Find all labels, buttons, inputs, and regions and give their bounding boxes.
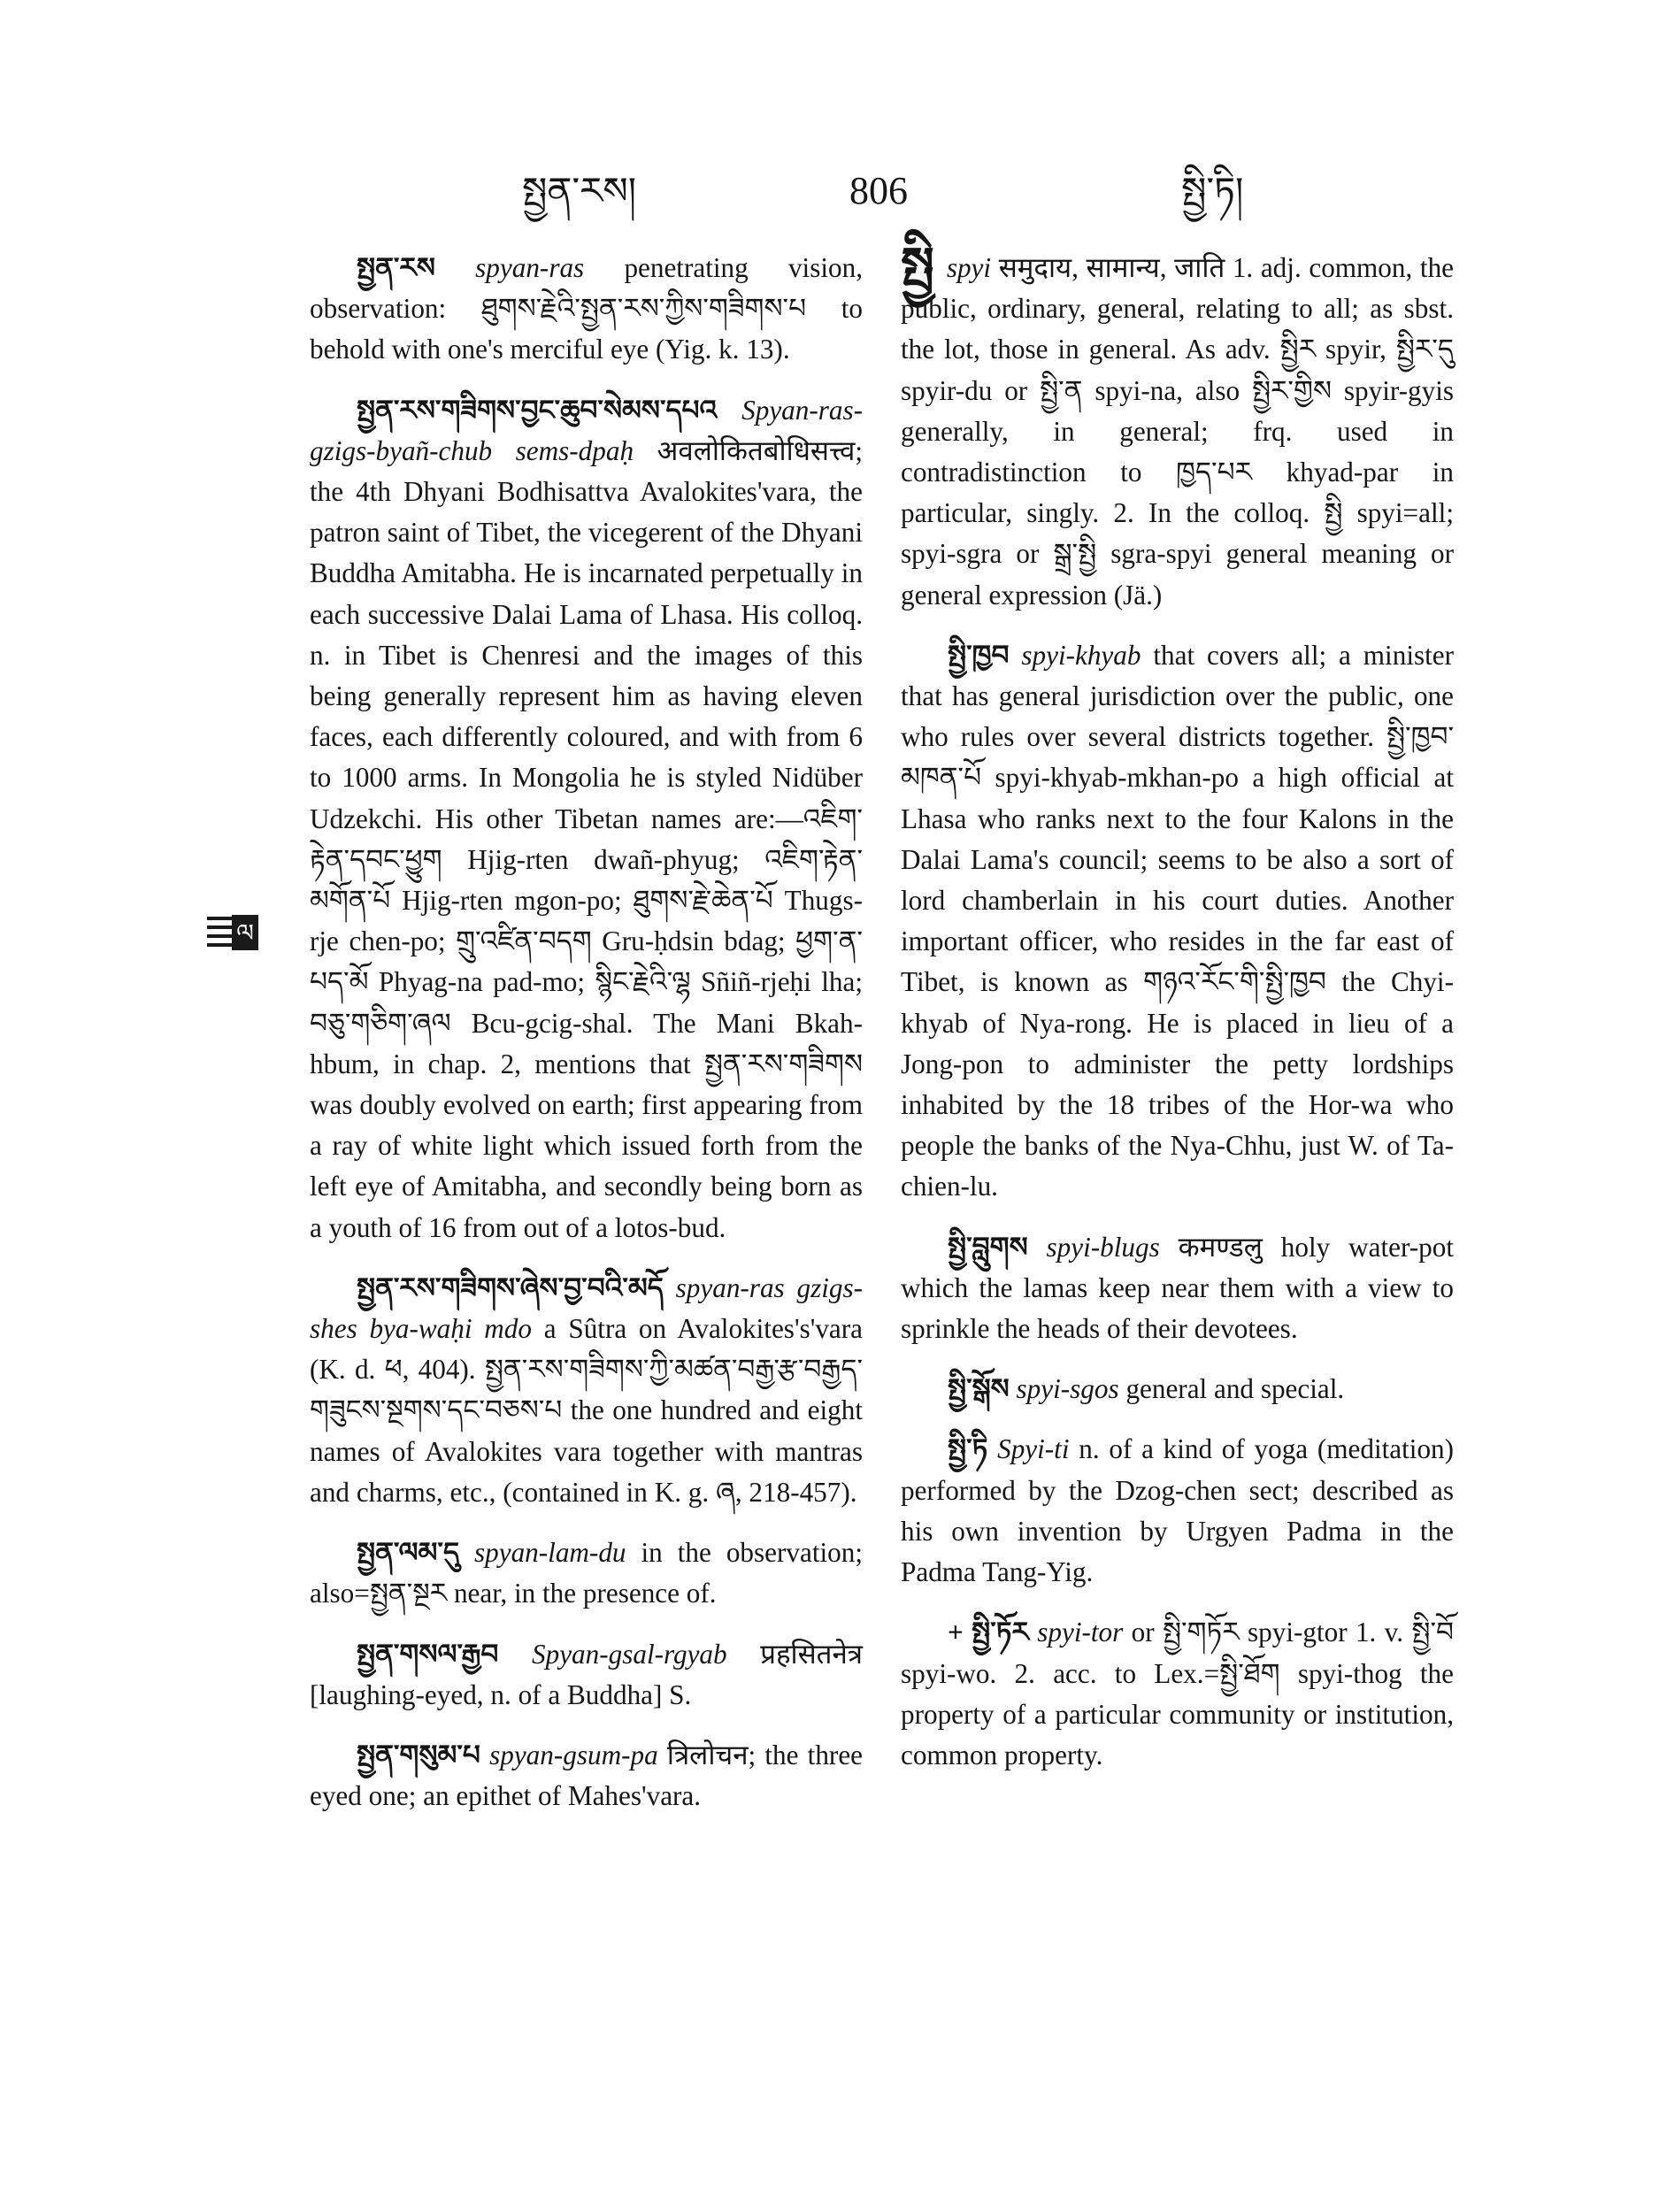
dictionary-entry	[901, 635, 1454, 1208]
dictionary-entry	[310, 248, 863, 371]
dictionary-entry	[901, 1429, 1454, 1593]
definition: in the observation; also=སྤྱན་སྔར near, in the presence of.	[310, 1537, 864, 1609]
headword: སྤྱི་བླུགས	[948, 1231, 1028, 1263]
definition: कमण्डलु holy water-pot which the lamas keep near them with a view to sprinkle the heads of their devotees.	[901, 1231, 1454, 1345]
transliteration: spyi-tor	[1037, 1617, 1124, 1648]
running-head-right: སྤྱི་ཏི།	[1181, 169, 1244, 212]
dictionary-entry	[901, 1369, 1454, 1409]
dictionary-entry	[310, 1268, 863, 1513]
right-column	[901, 239, 1455, 1795]
definition: that covers all; a minister that has general jurisdiction over the public, one who rules over several districts together. སྤྱི་ཁྱབ་མཁན་པོ spyi-khyab-mkhan-po a high official at Lhasa who ranks next to the four Kalons in the Dalai Lama's council; seems to be also a sort of lord chamberlain in his court duties. Another important officer, who resides in the far east of Tibet, is known as གཉའ་རོང་གི་སྤྱི་ཁྱབ the Chyi-khyab of Nya-rong. He is placed in lieu of a Jong-pon to administer the petty lordships inhabited by the 18 tribes of the Hor-wa who people the banks of the Nya-Chhu, just W. of Ta-chien-lu.	[901, 639, 1455, 1202]
headword: སྤྱན་གསལ་རྒྱབ	[357, 1638, 499, 1670]
definition: a Sûtra on Avalokites's'vara (K. d. ཕ, 404). སྤྱན་རས་གཟིགས་ཀྱི་མཚན་བརྒྱ་རྩ་བརྒྱད་གཟུངས་སྔགས་དང་བཅས་པ the one hundred and eight names of Avalokites vara together with mantras and charms, etc., (contained in K. g. ཞ, 218-457).	[310, 1313, 863, 1508]
transliteration: spyan-ras	[475, 252, 585, 283]
transliteration: spyan-lam-du	[474, 1537, 626, 1569]
left-column	[310, 248, 863, 1836]
headword: སྤྱན་ལམ་དུ	[357, 1537, 460, 1569]
dictionary-entry	[901, 1227, 1454, 1350]
dictionary-entry	[901, 1612, 1454, 1776]
transliteration: Spyan-ras-gzigs-byañ-chub sems-dpaḥ	[310, 394, 863, 466]
running-head-left: སྤྱན་རས།	[522, 169, 637, 212]
definition: प्रहसितनेत्र [laughing-eyed, n. of a Buddha] S.	[310, 1638, 863, 1710]
definition: अवलोकितबोधिसत्त्व; the 4th Dhyani Bodhisattva Avalokites'vara, the patron saint of Tibet, the vicegerent of the Dhyani Buddha Amitabha. He is incarnated perpetually in each successive Dalai Lama of Lhasa. His colloq. n. in Tibet is Chenresi and the images of this being generally represent him as having eleven faces, each differently coloured, and with from 6 to 1000 arms. In Mongolia he is styled Nidüber Udzekchi. His other Tibetan names are:—འཇིག་རྟེན་དབང་ཕྱུག Hjig-rten dwañ-phyug; འཇིག་རྟེན་མགོན་པོ Hjig-rten mgon-po; ཐུགས་རྗེ་ཆེན་པོ Thugs-rje chen-po; གྲུ་འཛིན་བདག Gru-ḥdsin bdag; ཕྱག་ན་པད་མོ Phyag-na pad-mo; སྙིང་རྗེའི་ལྷ Sñiñ-rjeḥi lha; བཅུ་གཅིག་ཞལ Bcu-gcig-shal. The Mani Bkah-hbum, in chap. 2, mentions that སྤྱན་རས་གཟིགས was doubly evolved on earth; first appearing from a ray of white light which issued forth from the left eye of Amitabha, and secondly being born as a youth of 16 from out of a lotos-bud.	[310, 434, 864, 1243]
dictionary-entry	[310, 390, 863, 1248]
definition: or སྤྱི་གཏོར spyi-gtor 1. v. སྤྱི་བོ spyi-wo. 2. acc. to Lex.=སྤྱི་ཐོག spyi-thog the property of a particular community or institution, common property.	[901, 1617, 1454, 1770]
transliteration: spyan-ras gzigs-shes bya-waḥi mdo	[310, 1271, 863, 1345]
dictionary-entry	[310, 1532, 863, 1614]
headword: སྤྱི་ཁྱབ	[948, 639, 1010, 671]
definition: समुदाय, सामान्य, जाति 1. adj. common, the public, ordinary, general, relating to all; as sbst. the lot, those in general. As adv. སྤྱིར spyir, སྤྱིར་དུ spyir-du or སྤྱི་ན spyi-na, also སྤྱིར་གྱིས spyir-gyis generally, in general; frq. used in contradistinction to ཁྱད་པར khyad-par in particular, singly. 2. In the colloq. སྤྱི spyi=all; spyi-sgra or སྒྲ་སྤྱི sgra-spyi general meaning or general expression (Jä.)	[901, 252, 1455, 611]
dictionary-entry	[901, 239, 1455, 616]
headword: སྤྱི་སྒོས	[948, 1373, 1010, 1405]
headword: སྤྱན་གསུམ་པ	[357, 1739, 480, 1770]
headword: སྤྱི་ཏི	[948, 1433, 988, 1465]
transliteration: spyi	[946, 252, 992, 283]
definition: त्रिलोचन; the three eyed one; an epithet of Mahes'vara.	[310, 1739, 863, 1812]
transliteration: Spyan-gsal-rgyab	[532, 1638, 727, 1670]
transliteration: Spyi-ti	[997, 1433, 1070, 1465]
page-number: 806	[849, 169, 908, 212]
headword: སྤྱན་རས་གཟིགས་ཞེས་བྱ་བའི་མདོ	[357, 1271, 664, 1303]
definition: general and special.	[1125, 1373, 1345, 1405]
headword: སྤྱི	[901, 239, 934, 294]
margin-letter: ལ	[236, 918, 254, 948]
dictionary-entry	[310, 1735, 863, 1816]
transliteration: spyan-gsum-pa	[489, 1739, 658, 1770]
transliteration: spyi-sgos	[1016, 1373, 1119, 1405]
definition: n. of a kind of yoga (meditation) performed by the Dzog-chen sect; described as his own invention by Urgyen Padma in the Padma Tang-Yig.	[901, 1433, 1455, 1588]
transliteration: spyi-khyab	[1021, 639, 1141, 671]
headword: སྤྱན་རས	[357, 252, 435, 283]
definition: penetrating vision, observation: ཐུགས་རྗེའི་སྤྱན་རས་ཀྱིས་གཟིགས་པ to behold with one's merciful eye (Yig. k. 13).	[310, 252, 864, 365]
transliteration: spyi-blugs	[1046, 1231, 1160, 1263]
margin-letter-mark	[205, 911, 260, 954]
dictionary-entry	[310, 1634, 863, 1716]
headword: + སྤྱི་ཏོར	[948, 1617, 1029, 1648]
headword: སྤྱན་རས་གཟིགས་བྱང་ཆུབ་སེམས་དཔའ	[357, 394, 718, 426]
